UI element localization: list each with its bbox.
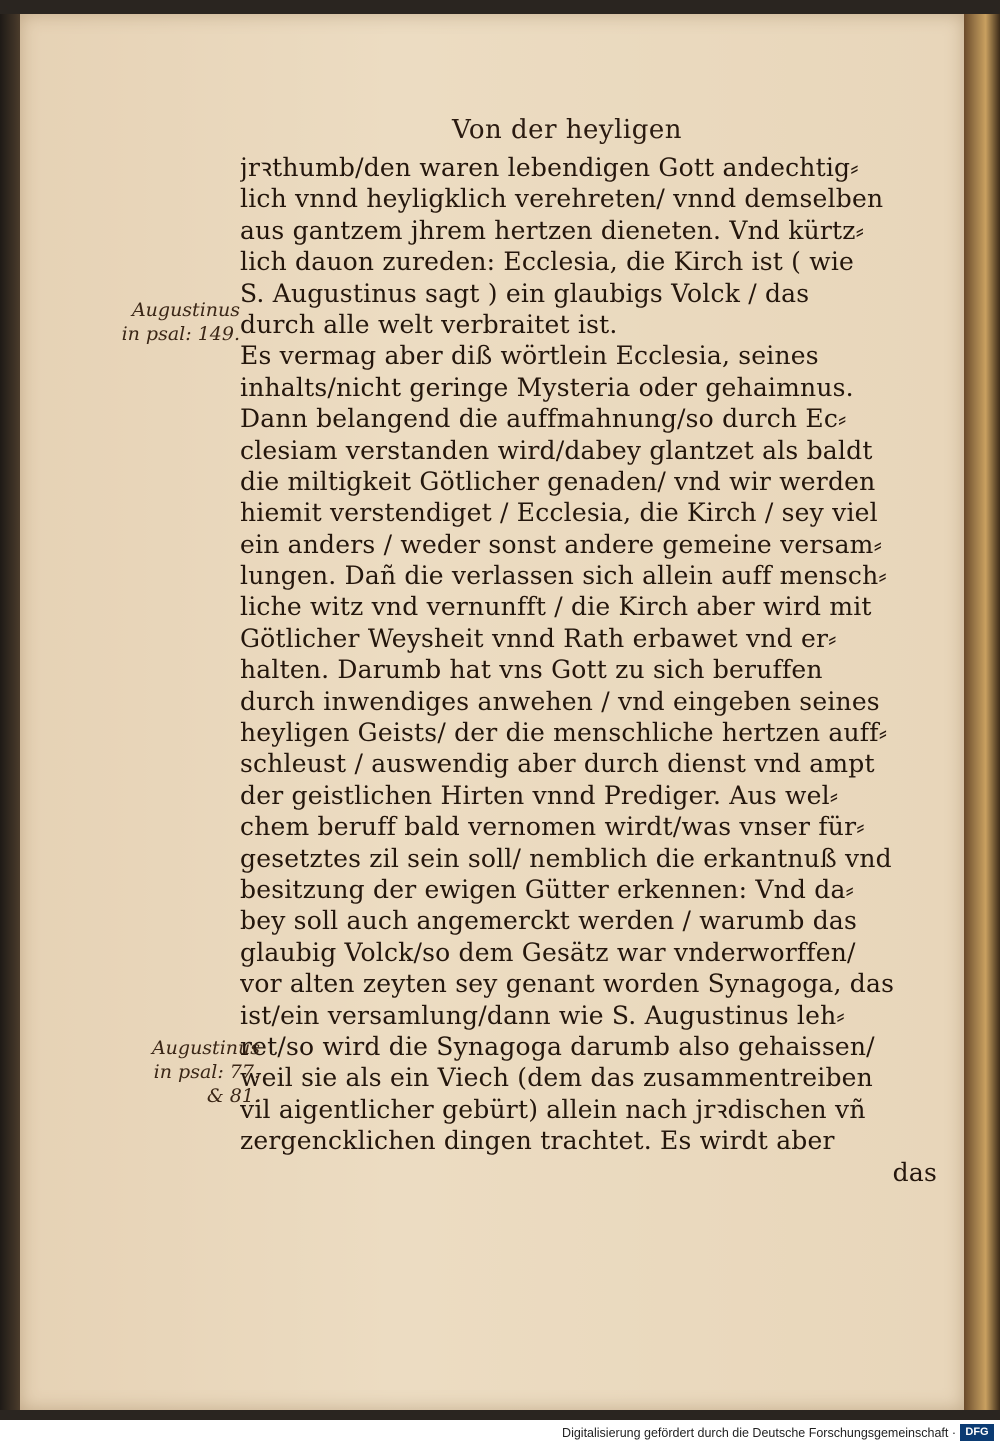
text-line: S. Augustinus sagt ) ein glaubigs Volck / das [240, 278, 810, 308]
text-line: lich dauon zureden: Ecclesia, die Kirch ist ( wie [240, 247, 855, 277]
book-spine [964, 14, 1000, 1410]
margin-note-ref-cont: & 81. [206, 1085, 260, 1107]
text-line: heyligen Geists/ der die menschliche hertzen auff⸗ [240, 718, 888, 748]
text-line: lich vnnd heyligklich verehreten/ vnnd demselben [240, 184, 884, 214]
text-line: hiemit verstendiget / Ecclesia, die Kirch / sey viel [240, 498, 878, 528]
margin-note-author: Augustinus [131, 299, 240, 321]
text-line: ret/so wird die Synagoga darumb also gehaissen/ [240, 1031, 875, 1061]
text-line: jrꝛthumb/den waren lebendigen Gott andechtig⸗ [240, 153, 859, 182]
body-text [240, 152, 945, 1188]
margin-note-ref: in psal: 77. [153, 1061, 260, 1083]
text-line: Es vermag aber diß wörtlein Ecclesia, seines [240, 341, 819, 371]
text-line: besitzung der ewigen Gütter erkennen: Vnd da⸗ [240, 874, 855, 904]
text-line: zergencklichen dingen trachtet. Es wirdt aber [240, 1126, 835, 1156]
margin-note [100, 1036, 260, 1108]
text-line: halten. Darumb hat vns Gott zu sich beruffen [240, 655, 823, 685]
text-line: ein anders / weder sonst andere gemeine versam⸗ [240, 529, 883, 559]
text-line: aus gantzem jhrem hertzen dieneten. Vnd kürtz⸗ [240, 215, 865, 245]
text-line: clesiam verstanden wird/dabey glantzet als baldt [240, 435, 873, 465]
text-line: ist/ein versamlung/dann wie S. Augustinus leh⸗ [240, 1000, 845, 1030]
text-line: liche witz vnd vernunfft / die Kirch aber wird mit [240, 592, 872, 622]
dfg-logo: DFG [960, 1424, 994, 1441]
text-line: durch alle welt verbraitet ist. [240, 309, 618, 339]
text-line: bey soll auch angemerckt werden / warumb das [240, 906, 858, 936]
text-line: vil aigentlicher gebürt) allein nach jrꝛdischen vñ [240, 1094, 866, 1124]
text-line: Dann belangend die auffmahnung/so durch Ec⸗ [240, 404, 847, 434]
text-line: gesetztes zil sein soll/ nemblich die erkantnuß vnd [240, 843, 892, 873]
margin-note-ref: in psal: 149. [121, 323, 240, 345]
text-line: lungen. Dañ die verlassen sich allein auff mensch⸗ [240, 561, 887, 591]
running-head: Von der heyligen [451, 115, 682, 145]
text-line: inhalts/nicht geringe Mysteria oder gehaimnus. [240, 372, 854, 402]
text-line: glaubig Volck/so dem Gesätz war vnderworffen/ [240, 937, 856, 967]
page-edge-shadow [0, 14, 20, 1410]
text-line: vor alten zeyten sey genant worden Synagoga, das [240, 969, 895, 999]
catchword: das [892, 1157, 937, 1187]
text-line: chem beruff bald vernomen wirdt/was vnser für⸗ [240, 812, 865, 842]
margin-note-author: Augustinus [151, 1037, 260, 1059]
text-line: die miltigkeit Götlicher genaden/ vnd wir werden [240, 466, 876, 496]
text-line: weil sie als ein Viech (dem das zusammentreiben [240, 1063, 873, 1093]
margin-note [100, 298, 240, 346]
text-line: der geistlichen Hirten vnnd Prediger. Aus wel⸗ [240, 780, 839, 810]
text-line: durch inwendiges anwehen / vnd eingeben seines [240, 686, 880, 716]
text-line: Götlicher Weysheit vnnd Rath erbawet vnd er⸗ [240, 623, 837, 653]
text-line: schleust / auswendig aber durch dienst vnd ampt [240, 749, 875, 779]
footer-credit: Digitalisierung gefördert durch die Deutsche Forschungsgemeinschaft · [562, 1426, 956, 1440]
